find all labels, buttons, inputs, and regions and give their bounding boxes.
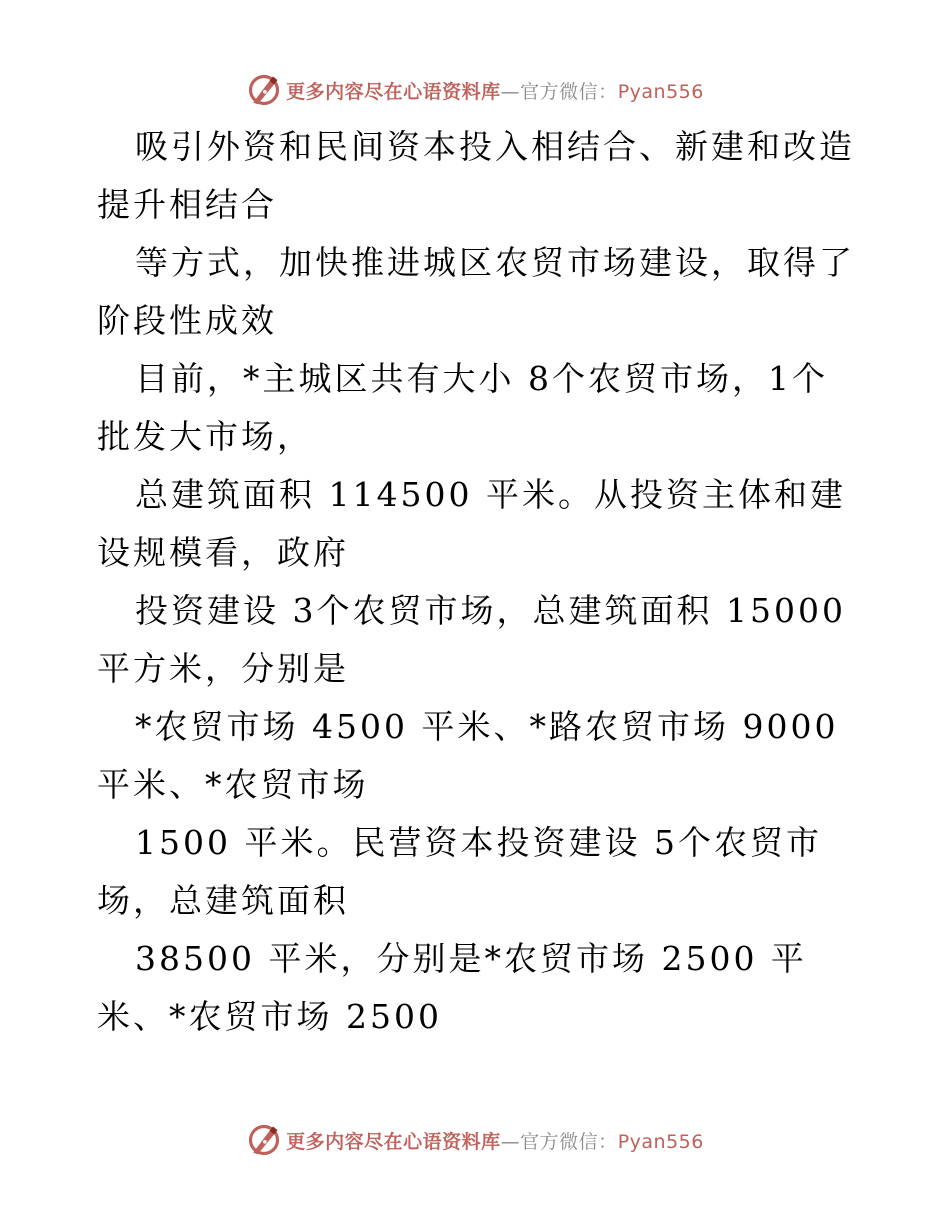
banner-wechat-id: Pyan556 [617,1130,704,1153]
banner-text [286,1127,704,1154]
paragraph: 38500 平米，分别是*农贸市场 2500 平米、*农贸市场 2500 [97,939,807,1036]
paragraph: 目前，*主城区共有大小 8个农贸市场，1个批发大市场， [97,359,828,456]
document-body [97,118,857,1046]
footer-banner [0,1122,950,1158]
header-banner [0,72,950,108]
paragraph: 吸引外资和民间资本投入相结合、新建和改造提升相结合 [97,127,855,224]
paragraph: 投资建设 3个农贸市场，总建筑面积 15000 平方米，分别是 [97,591,846,688]
paragraph: 1500 平米。民营资本投资建设 5个农贸市场，总建筑面积 [97,823,822,920]
banner-wechat-id: Pyan556 [617,80,704,103]
paragraph: 等方式，加快推进城区农贸市场建设，取得了阶段性成效 [97,243,855,340]
pen-nib-logo-icon [246,72,282,108]
banner-text [286,77,704,104]
banner-wechat-label: 官方微信： [520,1130,618,1153]
banner-dash: — [500,80,521,103]
banner-dash: — [500,1130,521,1153]
pen-nib-logo-icon [246,1122,282,1158]
paragraph: 总建筑面积 114500 平米。从投资主体和建设规模看，政府 [97,475,846,572]
banner-main-text: 更多内容尽在心语资料库 [286,80,501,103]
banner-main-text: 更多内容尽在心语资料库 [286,1130,501,1153]
paragraph: *农贸市场 4500 平米、*路农贸市场 9000 平米、*农贸市场 [97,707,839,804]
banner-wechat-label: 官方微信： [520,80,618,103]
